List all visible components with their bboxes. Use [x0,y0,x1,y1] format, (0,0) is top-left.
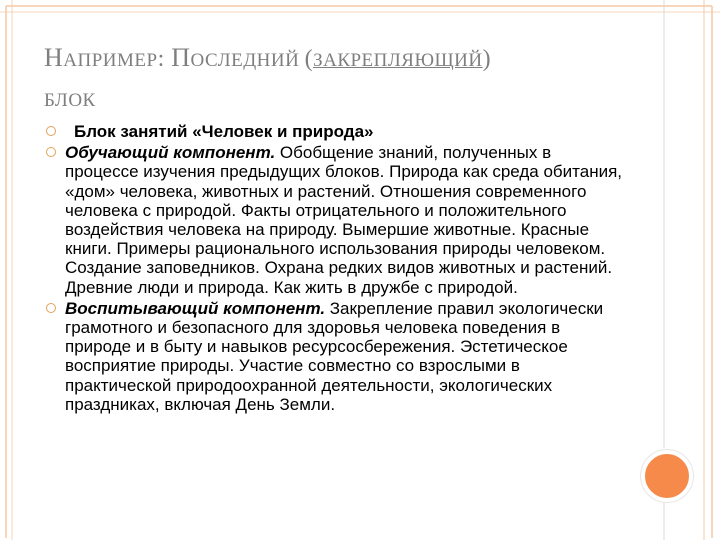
bullet-list [44,122,624,416]
decorative-orange-circle [641,450,693,502]
block-heading: Блок занятий «Человек и природа» [74,122,374,141]
list-item [44,299,624,414]
item-text: Закрепление правил экологически грамотного и безопасного для здоровья человека поведения в природе и в быту и навыков ресурсосбережения. Эстетическое восприятие природы. Участие совместно со взрослыми в практической природоохранной деятельности, экологических праздниках, включая День Земли. [65,298,604,414]
title-close-paren: ) [482,46,492,72]
title-open-paren: ( [304,46,314,72]
title-underlined-word: ЗАКРЕПЛЯЮЩИЙ [313,50,483,71]
title-word-2: ОСЛЕДНИЙ [190,50,305,71]
item-lead: Воспитывающий компонент. [65,298,326,318]
bullet-circle-icon [46,147,56,157]
list-item [44,122,624,141]
bullet-circle-icon [46,126,56,136]
title-word-1: АПРИМЕР [63,50,158,71]
item-lead: Обучающий компонент. [65,143,276,163]
item-text: Обобщение знаний, полученных в процессе изучения предыдущих блоков. Природа как среда обитания, «дом» человека, животных и растений. Отношения современного человека с природой. Факты отрицательного и положительного воздействия человека на природу. Вымершие животные. Красные книги. Примеры рационального использования природы человеком. Создание заповедников. Охрана редких видов животных и растений. Древние люди и природа. Как жить в дружбе с природой. [65,143,623,297]
title-cap-2: П [171,43,191,72]
slide-title [44,38,644,121]
title-line-2: БЛОК [44,90,96,111]
bullet-circle-icon [46,303,56,313]
title-line-1 [44,38,644,81]
title-cap-1: Н [44,43,64,72]
title-colon: : [157,46,172,72]
list-item [44,143,624,297]
